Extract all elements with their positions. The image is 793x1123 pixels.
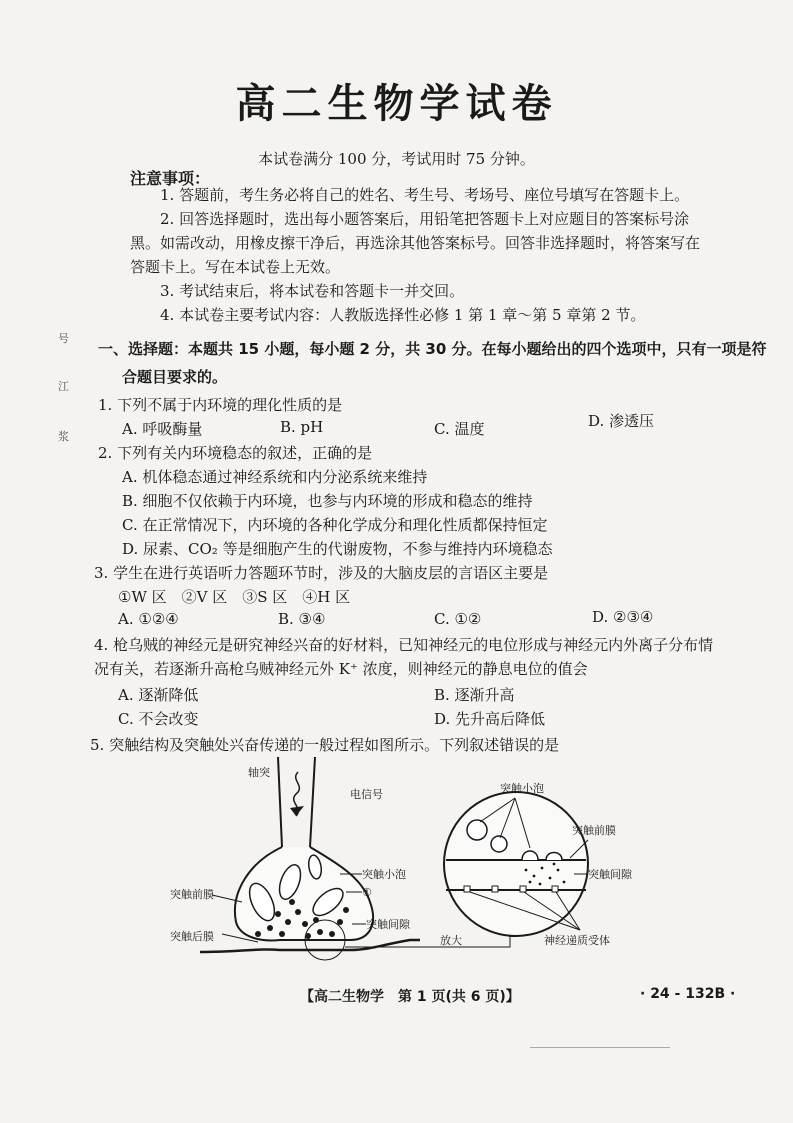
page-footer: 【高二生物学 第 1 页(共 6 页)】 (300, 989, 520, 1005)
q4-option-c: C. 不会改变 (118, 710, 199, 728)
magnified-exocytosis (522, 851, 538, 860)
section-heading-cont: 合题目要求的。 (122, 368, 228, 386)
margin-mark-3: 浆 (58, 430, 69, 443)
notice-line-6: 4. 本试卷主要考试内容：人教版选择性必修 1 第 1 章～第 5 章第 2 节。 (160, 306, 646, 324)
notice-line-4: 答题卡上。写在本试卷上无效。 (130, 258, 341, 276)
notice-heading: 注意事项： (130, 169, 211, 188)
q1-option-a: A. 呼吸酶量 (122, 420, 203, 438)
q2-option-b: B. 细胞不仅依赖于内环境，也参与内环境的形成和稳态的维持 (122, 492, 533, 510)
margin-mark-1: 号 (58, 332, 69, 345)
label-magnify: 放大 (440, 934, 462, 947)
q3-option-c: C. ①② (434, 610, 482, 628)
signal-arrow-head (290, 806, 304, 816)
postsynaptic-membrane (200, 940, 420, 952)
q1-option-d: D. 渗透压 (588, 412, 655, 430)
q5-stem: 5. 突触结构及突触处兴奋传递的一般过程如图所示。下列叙述错误的是 (90, 736, 560, 754)
q4-option-a: A. 逐渐降低 (118, 686, 199, 704)
q2-stem: 2. 下列有关内环境稳态的叙述，正确的是 (98, 444, 373, 462)
q1-option-b: B. pH (280, 418, 324, 436)
label-circle1: ① (362, 886, 372, 899)
margin-mark-2: 江 (58, 380, 69, 393)
q1-stem: 1. 下列不属于内环境的理化性质的是 (98, 396, 343, 414)
scan-artifact-line (530, 1047, 670, 1048)
label-axon: 轴突 (248, 766, 270, 779)
magnified-vesicle-1 (467, 820, 487, 840)
magnified-view-circle (444, 792, 588, 936)
page-title: 高二生物学试卷 (235, 81, 558, 127)
label-cleft-right: 突触间隙 (588, 868, 632, 881)
q3-stem: 3. 学生在进行英语听力答题环节时，涉及的大脑皮层的言语区主要是 (94, 564, 549, 582)
exam-info: 本试卷满分 100 分，考试用时 75 分钟。 (258, 150, 535, 168)
axon-right-wall (310, 757, 315, 847)
magnify-arrow-line (345, 932, 510, 947)
label-receptor: 神经递质受体 (544, 934, 610, 947)
q4-stem-2: 况有关，若逐渐升高枪乌贼神经元外 K⁺ 浓度，则神经元的静息电位的值会 (94, 660, 588, 678)
notice-line-2: 2. 回答选择题时，选出每小题答案后，用铅笔把答题卡上对应题目的答案标号涂 (160, 210, 690, 228)
q2-option-c: C. 在正常情况下，内环境的各种化学成分和理化性质都保持恒定 (122, 516, 548, 534)
q1-option-c: C. 温度 (434, 420, 485, 438)
label-post-membrane: 突触后膜 (170, 930, 214, 943)
magnified-vesicle-2 (491, 836, 507, 852)
label-cleft-left: 突触间隙 (366, 918, 410, 931)
notice-line-5: 3. 考试结束后，将本试卷和答题卡一并交回。 (160, 282, 465, 300)
q2-option-a: A. 机体稳态通过神经系统和内分泌系统来维持 (122, 468, 428, 486)
q2-option-d: D. 尿素、CO₂ 等是细胞产生的代谢废物，不参与维持内环境稳态 (122, 540, 553, 558)
q3-option-d: D. ②③④ (592, 608, 654, 626)
notice-line-1: 1. 答题前，考生务必将自己的姓名、考生号、考场号、座位号填写在答题卡上。 (160, 186, 690, 204)
magnified-exocytosis-2 (546, 853, 562, 861)
label-vesicle-left: 突触小泡 (362, 868, 406, 881)
label-pre-membrane-left: 突触前膜 (170, 888, 214, 901)
label-electrical-signal: 电信号 (350, 788, 383, 801)
notice-line-3: 黑。如需改动，用橡皮擦干净后，再选涂其他答案标号。回答非选择题时，将答案写在 (130, 234, 701, 252)
q3-option-b: B. ③④ (278, 610, 326, 628)
label-vesicle-right: 突触小泡 (500, 782, 544, 795)
paper-code: · 24 - 132B · (640, 986, 736, 1002)
q3-option-a: A. ①②④ (118, 610, 179, 628)
q3-items: ①W 区 ②V 区 ③S 区 ④H 区 (118, 588, 351, 606)
axon-left-wall (278, 757, 282, 847)
label-pre-membrane-right: 突触前膜 (572, 824, 616, 837)
q4-option-d: D. 先升高后降低 (434, 710, 546, 728)
synapse-diagram (170, 752, 650, 977)
section-heading: 一、选择题：本题共 15 小题，每小题 2 分，共 30 分。在每小题给出的四个选项中，只有一项是符 (98, 340, 767, 358)
q4-option-b: B. 逐渐升高 (434, 686, 515, 704)
q4-stem-1: 4. 枪乌贼的神经元是研究神经兴奋的好材料，已知神经元的电位形成与神经元内外离子分布情 (94, 636, 714, 654)
